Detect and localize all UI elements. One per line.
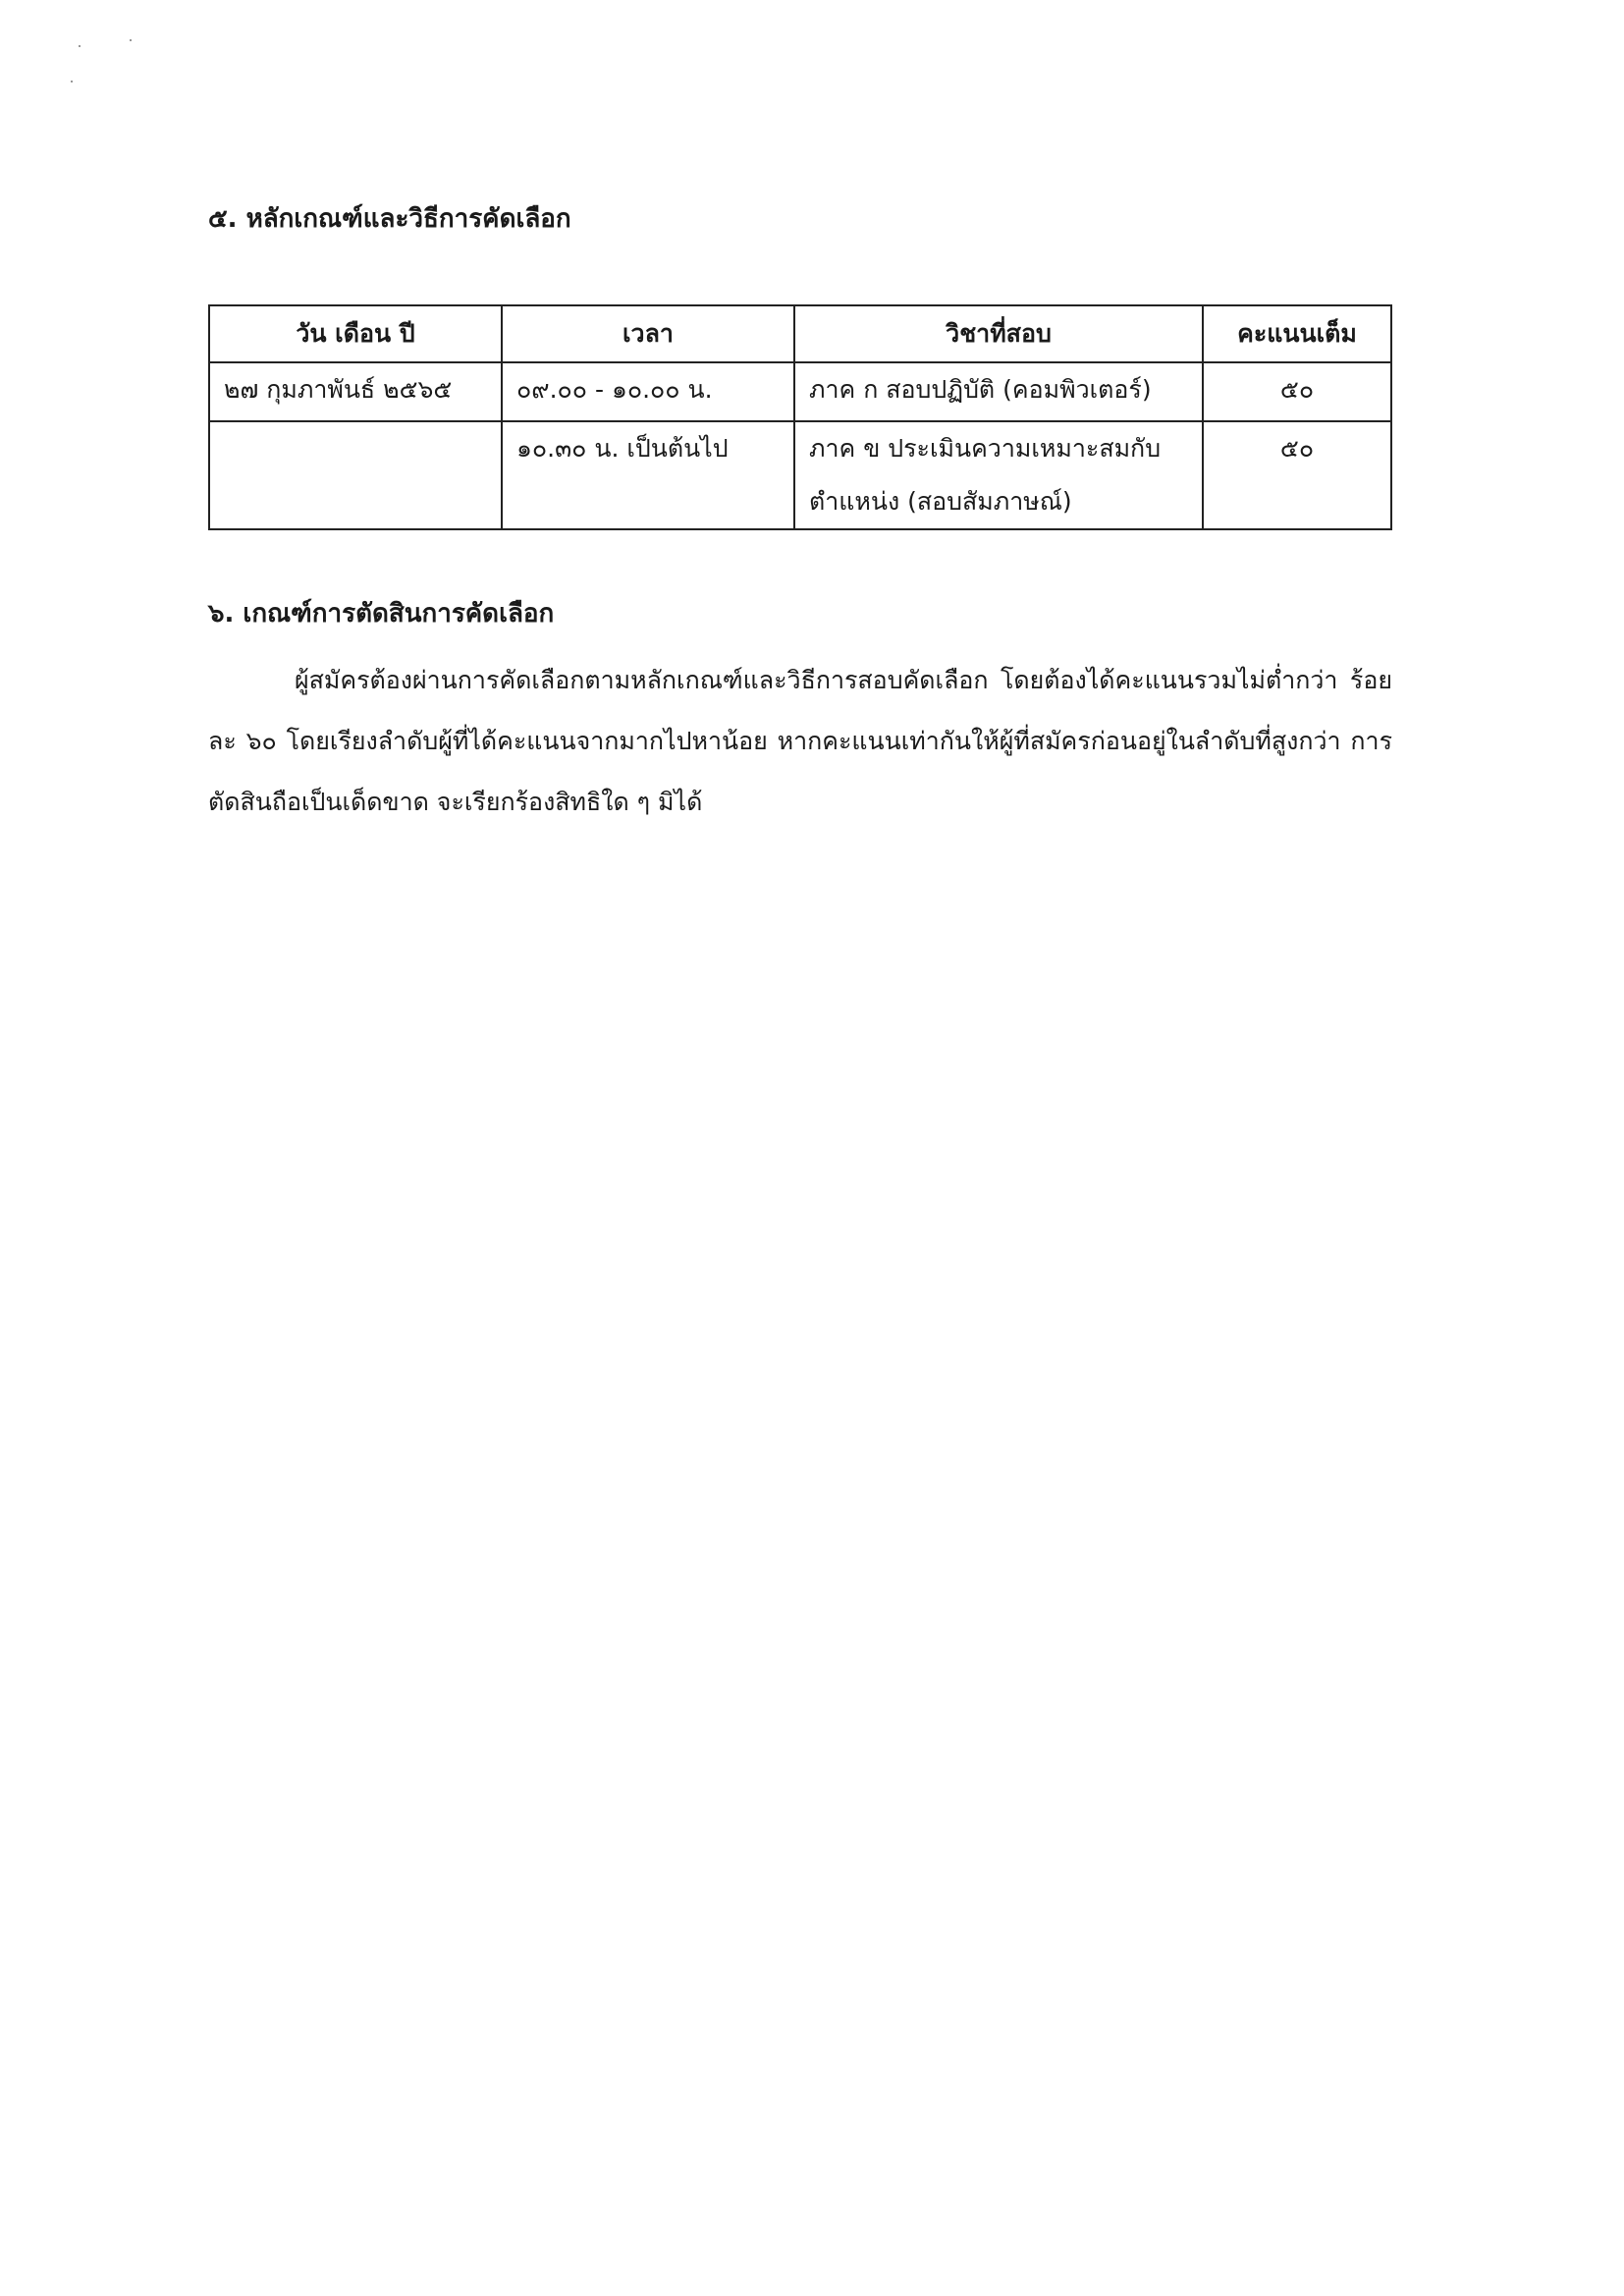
header-date: วัน เดือน ปี bbox=[209, 305, 502, 362]
cell-subject: ภาค ก สอบปฏิบัติ (คอมพิวเตอร์) bbox=[794, 362, 1203, 421]
table-row bbox=[209, 421, 1391, 529]
scan-speck bbox=[71, 81, 73, 82]
section-6-body: ผู้สมัครต้องผ่านการคัดเลือกตามหลักเกณฑ์และวิธีการสอบคัดเลือก โดยต้องได้คะแนนรวมไม่ต่ำกว่า ร้อยละ ๖๐ โดยเรียงลำดับผู้ที่ได้คะแนนจากมากไปหาน้อย หากคะแนนเท่ากันให้ผู้ที่สมัครก่อนอยู่ในลำดับที่สูงกว่า การตัดสินถือเป็นเด็ดขาด จะเรียกร้องสิทธิใด ๆ มิได้ bbox=[208, 666, 1392, 816]
header-subject: วิชาที่สอบ bbox=[794, 305, 1203, 362]
cell-date bbox=[209, 421, 502, 529]
section-6-heading: ๖. เกณฑ์การตัดสินการคัดเลือก bbox=[208, 599, 555, 629]
exam-schedule-table bbox=[208, 304, 1392, 530]
table-header-row bbox=[209, 305, 1391, 362]
header-score: คะแนนเต็ม bbox=[1203, 305, 1391, 362]
cell-time: ๑๐.๓๐ น. เป็นต้นไป bbox=[502, 421, 794, 529]
section-5-heading: ๕. หลักเกณฑ์และวิธีการคัดเลือก bbox=[208, 204, 571, 234]
cell-time: ๐๙.๐๐ - ๑๐.๐๐ น. bbox=[502, 362, 794, 421]
cell-score: ๕๐ bbox=[1203, 421, 1391, 529]
scan-speck bbox=[130, 39, 132, 41]
cell-score: ๕๐ bbox=[1203, 362, 1391, 421]
cell-date: ๒๗ กุมภาพันธ์ ๒๕๖๕ bbox=[209, 362, 502, 421]
header-time: เวลา bbox=[502, 305, 794, 362]
scan-speck bbox=[79, 45, 81, 47]
table-row bbox=[209, 362, 1391, 421]
cell-subject: ภาค ข ประเมินความเหมาะสมกับตำแหน่ง (สอบสัมภาษณ์) bbox=[794, 421, 1203, 529]
